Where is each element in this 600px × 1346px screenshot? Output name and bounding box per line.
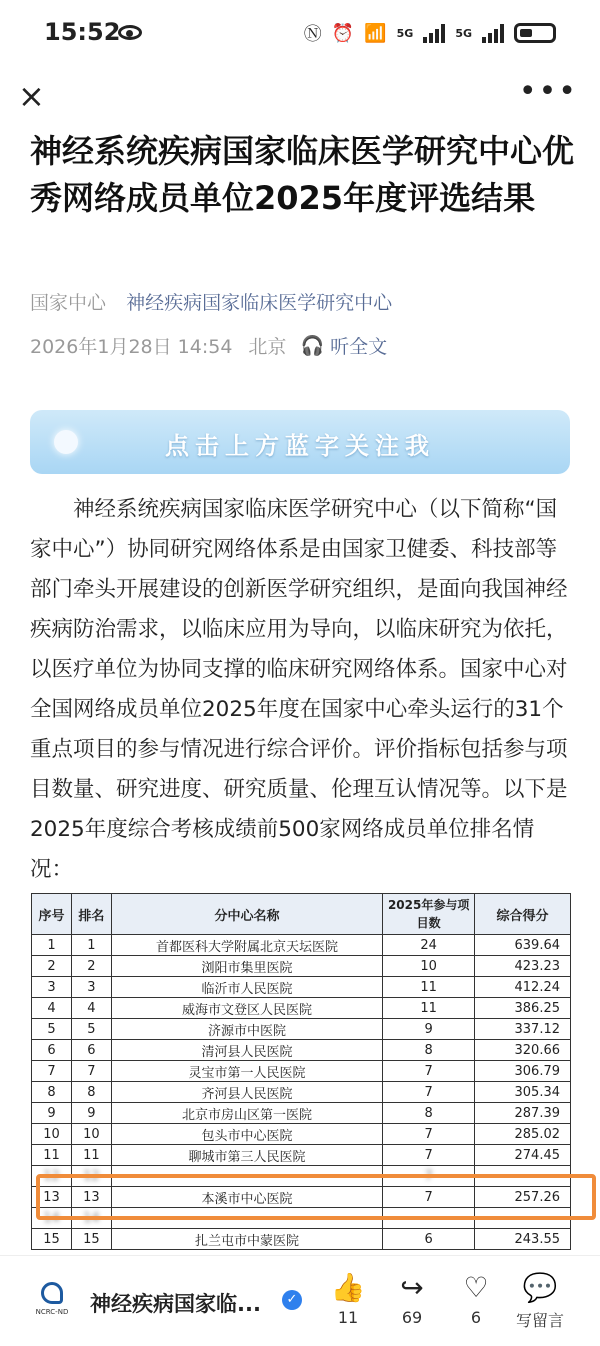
row-seq: 2 <box>32 956 72 977</box>
table-row <box>32 998 571 1019</box>
source-label: 国家中心 <box>30 292 107 314</box>
row-count: 8 <box>383 1040 475 1061</box>
verified-icon: ✓ <box>282 1290 302 1310</box>
account-logo[interactable] <box>32 1282 72 1328</box>
publish-location: 北京 <box>248 336 287 358</box>
footer-account-name[interactable]: 神经疾病国家临... <box>90 1292 261 1316</box>
row-count: 7 <box>383 1061 475 1082</box>
table-row <box>32 1061 571 1082</box>
like-count: 11 <box>337 1308 359 1327</box>
row-seq: 10 <box>32 1124 72 1145</box>
close-icon[interactable]: × <box>18 77 45 115</box>
signal-icon <box>423 23 445 43</box>
comment-button[interactable] <box>510 1270 570 1331</box>
share-icon: ↪ <box>400 1271 424 1304</box>
more-icon[interactable]: ••• <box>518 74 578 109</box>
table-row <box>32 977 571 998</box>
network-type: 5G <box>396 26 414 40</box>
row-count: 6 <box>383 1229 475 1250</box>
row-name: 清河县人民医院 <box>111 1040 382 1061</box>
row-rank: 4 <box>71 998 111 1019</box>
share-count: 69 <box>401 1308 423 1327</box>
table-row <box>32 1229 571 1250</box>
row-rank: 8 <box>71 1082 111 1103</box>
status-bar <box>0 0 600 62</box>
row-count: 8 <box>383 1103 475 1124</box>
row-seq: 7 <box>32 1061 72 1082</box>
row-score: 257.26 <box>475 1187 571 1208</box>
table-row <box>32 1082 571 1103</box>
row-seq: 11 <box>32 1145 72 1166</box>
row-seq: 13 <box>32 1187 72 1208</box>
row-seq: 6 <box>32 1040 72 1061</box>
wifi-icon: 📶 <box>364 22 387 44</box>
row-seq: 8 <box>32 1082 72 1103</box>
logo-icon <box>41 1282 63 1304</box>
logo-text: NCRC-ND <box>35 1308 69 1316</box>
article-meta-date <box>30 332 387 359</box>
row-score: 320.66 <box>475 1040 571 1061</box>
table-row <box>32 1019 571 1040</box>
row-rank: 11 <box>71 1145 111 1166</box>
row-score: 305.34 <box>475 1082 571 1103</box>
article-paragraph: 神经系统疾病国家临床医学研究中心（以下简称“国家中心”）协同研究网络体系是由国家卫健委、科技部等部门牵头开展建设的创新医学研究组织，是面向我国神经疾病防治需求，以临床应用为导向，以临床研究为依托，以医疗单位为协同支撑的临床研究网络体系。国家中心对全国网络成员单位2025年度在国家中心牵头运行的31个重点项目的参与情况进行综合评价。评价指标包括参与项目数量、研究进度、研究质量、伦理互认情况等。以下是2025年度综合考核成绩前500家网络成员单位排名情况： <box>30 497 568 882</box>
status-icons <box>304 20 556 46</box>
share-button[interactable] <box>382 1270 442 1327</box>
row-name: 扎兰屯市中蒙医院 <box>111 1229 382 1250</box>
row-name: 齐河县人民医院 <box>111 1082 382 1103</box>
header-name: 分中心名称 <box>111 894 382 935</box>
eye-icon <box>118 25 142 40</box>
heart-button[interactable] <box>446 1270 506 1327</box>
row-name: 北京市房山区第一医院 <box>111 1103 382 1124</box>
row-seq: 9 <box>32 1103 72 1124</box>
banner-text: 点击上方蓝字关注我 <box>165 432 435 460</box>
row-count: 24 <box>383 935 475 956</box>
table-row <box>32 1145 571 1166</box>
row-score: 287.39 <box>475 1103 571 1124</box>
header-score: 综合得分 <box>475 894 571 935</box>
table-row <box>32 1124 571 1145</box>
row-seq: 4 <box>32 998 72 1019</box>
row-name: 临沂市人民医院 <box>111 977 382 998</box>
heart-icon: ♡ <box>463 1271 489 1304</box>
row-name: 聊城市第三人民医院 <box>111 1145 382 1166</box>
network-type-2: 5G <box>455 26 472 40</box>
comment-label: 写留言 <box>515 1311 564 1330</box>
row-name: 本溪市中心医院 <box>111 1187 382 1208</box>
account-link[interactable]: 神经疾病国家临床医学研究中心 <box>126 292 393 314</box>
row-score: 639.64 <box>475 935 571 956</box>
row-count: 9 <box>383 1019 475 1040</box>
article-title: 神经系统疾病国家临床医学研究中心优秀网络成员单位2025年度评选结果 <box>30 132 575 217</box>
row-count: 11 <box>383 977 475 998</box>
row-seq: 1 <box>32 935 72 956</box>
row-name: 济源市中医院 <box>111 1019 382 1040</box>
row-score: 243.55 <box>475 1229 571 1250</box>
row-count: 7 <box>383 1166 475 1187</box>
row-name: 浏阳市集里医院 <box>111 956 382 977</box>
row-score: 423.23 <box>475 956 571 977</box>
row-seq: 3 <box>32 977 72 998</box>
row-count: 10 <box>383 956 475 977</box>
row-name: 首都医科大学附属北京天坛医院 <box>111 935 382 956</box>
comment-icon: 💬 <box>522 1271 558 1304</box>
row-rank: 6 <box>71 1040 111 1061</box>
row-name: 灵宝市第一人民医院 <box>111 1061 382 1082</box>
header-count: 2025年参与项目数 <box>383 894 475 935</box>
row-rank: 5 <box>71 1019 111 1040</box>
row-count: 11 <box>383 998 475 1019</box>
publish-date: 2026年1月28日 14:54 <box>30 336 233 358</box>
row-rank: 3 <box>71 977 111 998</box>
row-score: 412.24 <box>475 977 571 998</box>
row-seq: 5 <box>32 1019 72 1040</box>
clock: 15:52 <box>44 18 121 46</box>
row-rank: 7 <box>71 1061 111 1082</box>
header-seq: 序号 <box>32 894 72 935</box>
follow-banner[interactable] <box>30 410 570 474</box>
row-rank: 13 <box>71 1187 111 1208</box>
signal-icon-2 <box>482 23 504 43</box>
headphones-icon: 🎧 <box>300 335 325 357</box>
row-score: 306.79 <box>475 1061 571 1082</box>
row-rank: 9 <box>71 1103 111 1124</box>
row-score: 285.02 <box>475 1124 571 1145</box>
row-count: 7 <box>383 1145 475 1166</box>
row-name: 包头市中心医院 <box>111 1124 382 1145</box>
listen-label: 听全文 <box>330 336 388 358</box>
row-seq: 15 <box>32 1229 72 1250</box>
row-seq: 12 <box>32 1166 72 1187</box>
top-bar <box>0 70 600 120</box>
row-count: 7 <box>383 1187 475 1208</box>
alarm-icon: ⏰ <box>331 22 355 44</box>
like-button[interactable] <box>318 1270 378 1327</box>
table-row <box>32 956 571 977</box>
bottom-bar <box>0 1255 600 1346</box>
article-meta-source <box>30 288 392 315</box>
listen-button[interactable] <box>300 332 387 359</box>
table-row <box>32 935 571 956</box>
row-score: 386.25 <box>475 998 571 1019</box>
table-row <box>32 1103 571 1124</box>
row-score: 337.12 <box>475 1019 571 1040</box>
nfc-icon: Ⓝ <box>303 24 322 45</box>
header-rank: 排名 <box>71 894 111 935</box>
table-row <box>32 1040 571 1061</box>
row-rank: 14 <box>71 1208 111 1229</box>
row-seq: 14 <box>32 1208 72 1229</box>
highlight-box <box>36 1174 596 1220</box>
row-rank: 1 <box>71 935 111 956</box>
row-score: 274.45 <box>475 1145 571 1166</box>
battery-icon <box>514 23 556 43</box>
row-rank: 12 <box>71 1166 111 1187</box>
row-name: 威海市文登区人民医院 <box>111 998 382 1019</box>
row-count: 7 <box>383 1082 475 1103</box>
row-count: 7 <box>383 1124 475 1145</box>
row-rank: 10 <box>71 1124 111 1145</box>
row-rank: 2 <box>71 956 111 977</box>
row-rank: 15 <box>71 1229 111 1250</box>
thumbs-up-icon: 👍 <box>330 1271 366 1304</box>
heart-count: 6 <box>470 1308 482 1327</box>
